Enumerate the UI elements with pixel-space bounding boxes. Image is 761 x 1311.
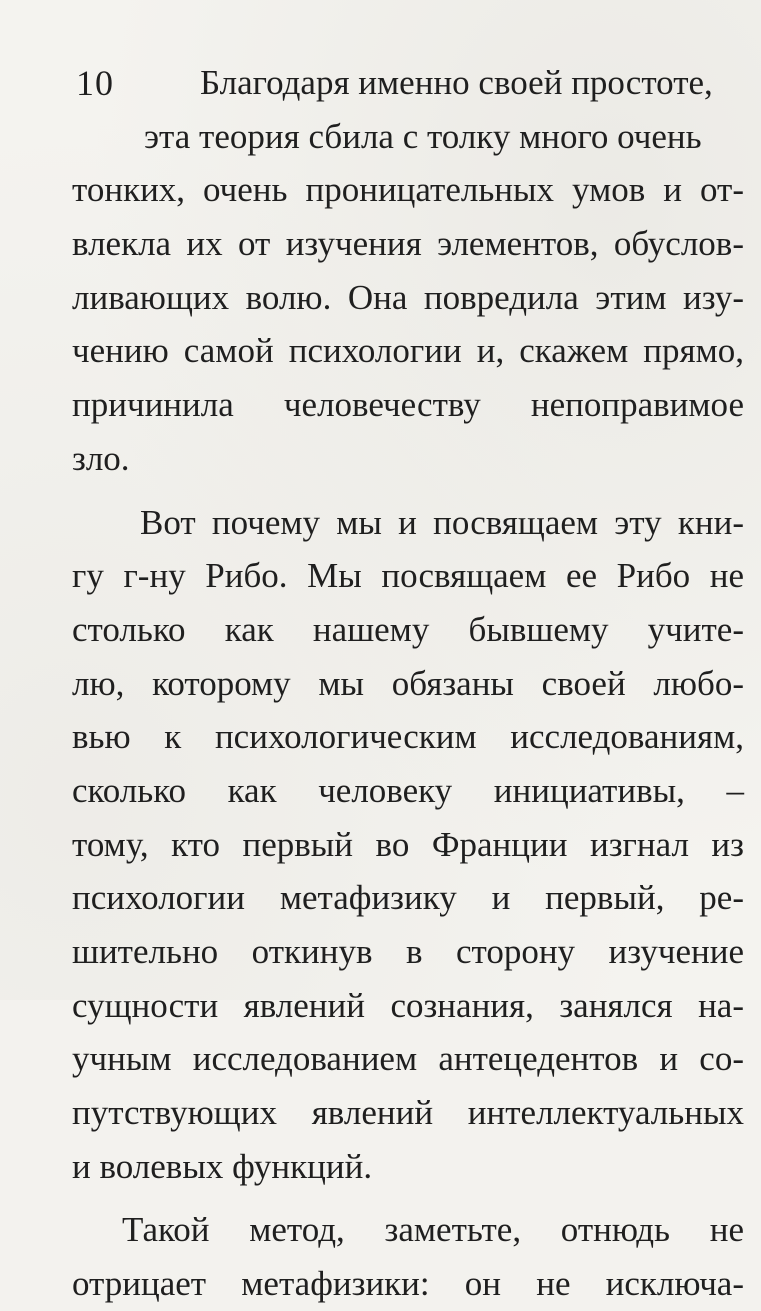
- text-line: отрицает метафизики: он не исключа-: [72, 1264, 744, 1304]
- page-number: 10: [76, 63, 114, 103]
- text-line: путствующих явлений интеллектуальных: [72, 1093, 744, 1133]
- paragraph-gap: [72, 486, 744, 496]
- text-line: психологии метафизику и первый, ре-: [72, 878, 744, 918]
- text-line: причинила человечеству непоправимое: [72, 385, 744, 425]
- text-line: Такой метод, заметьте, отнюдь не: [122, 1210, 744, 1250]
- body-text: [72, 56, 744, 1311]
- text-line: зло.: [72, 438, 130, 478]
- text-line: шительно откинув в сторону изучение: [72, 932, 744, 971]
- text-line: тонких, очень проницательных умов и от-: [72, 170, 744, 210]
- text-line: эта теория сбила с толку много очень: [144, 116, 702, 156]
- text-line: Благодаря именно своей простоте,: [200, 63, 713, 102]
- text-line: влекла их от изучения элементов, обуслов-: [72, 224, 744, 264]
- text-line: сущности явлений сознания, занялся на-: [72, 985, 744, 1025]
- paragraph-gap: [72, 1193, 744, 1203]
- text-line: гу г-ну Рибо. Мы посвящаем ее Рибо не: [72, 556, 744, 596]
- text-line: учным исследованием антецедентов и со-: [72, 1039, 744, 1079]
- text-line: лю, которому мы обязаны своей любо-: [72, 663, 744, 703]
- text-line: столько как нашему бывшему учите-: [72, 609, 744, 649]
- text-line: чению самой психологии и, скажем прямо,: [72, 331, 744, 371]
- text-line: тому, кто первый во Франции изгнал из: [72, 824, 744, 864]
- text-line: сколько как человеку инициативы, –: [72, 770, 744, 810]
- text-line: вью к психологическим исследованиям,: [72, 717, 744, 757]
- text-line: ливающих волю. Она повредила этим изу-: [72, 277, 744, 317]
- text-line: Вот почему мы и посвящаем эту кни-: [140, 502, 744, 542]
- text-line: и волевых функций.: [72, 1146, 373, 1186]
